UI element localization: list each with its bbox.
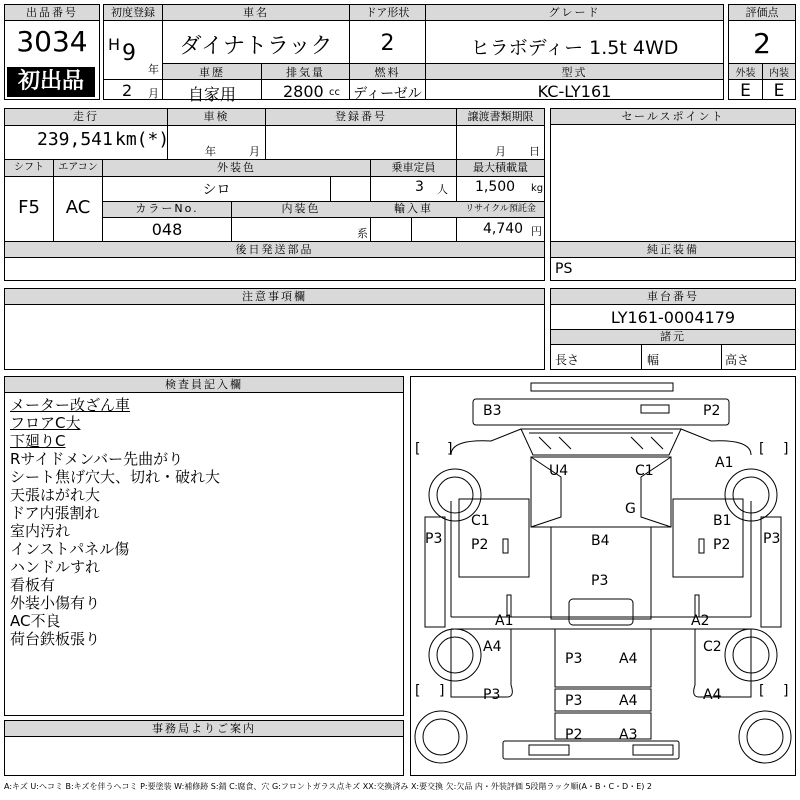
fuel-label: 燃料 — [350, 64, 425, 80]
displacement-unit: cc — [329, 87, 340, 98]
remark-item: ドア内張割れ — [10, 504, 100, 522]
damage-mark-left-rear-fender: A4 — [483, 639, 502, 655]
displacement: 2800 — [283, 82, 324, 101]
damage-mark-rear-bumper-right: A3 — [619, 727, 638, 743]
damage-mark-windshield: G — [625, 501, 636, 517]
import-label: 輸入車 — [394, 202, 433, 215]
ext-color: シロ — [202, 182, 231, 198]
reg-no-label: 登録番号 — [335, 110, 387, 123]
inspector-remarks-box — [4, 376, 404, 716]
right-bracket-upper-close: ] — [783, 441, 789, 457]
first-listing-badge: 初出品 — [7, 67, 95, 97]
max-load-label: 最大積載量 — [473, 161, 528, 174]
height-label: 高さ — [725, 353, 750, 367]
history: 自家用 — [187, 85, 236, 104]
lot-number-box — [4, 4, 100, 100]
color-no: 048 — [151, 220, 183, 239]
damage-mark-right-side: P3 — [763, 531, 781, 547]
inspection-label: 車検 — [203, 110, 230, 123]
doors: 2 — [380, 31, 395, 56]
vehicle-condition-diagram — [410, 376, 796, 776]
max-load: 1,500 — [475, 179, 516, 195]
damage-mark-bed-right: A4 — [619, 651, 638, 667]
remark-item: AC不良 — [10, 612, 61, 630]
car-name-label: 車名 — [163, 5, 349, 21]
damage-mark-center: P3 — [591, 573, 609, 589]
later-parts-box — [4, 241, 545, 281]
doors-box — [350, 4, 426, 100]
model: KC-LY161 — [537, 82, 612, 101]
inspection-year-unit: 年 — [205, 145, 216, 158]
right-bracket-upper: [ — [759, 441, 765, 457]
remark-item: メーター改ざん車 — [10, 396, 131, 414]
damage-mark-tailgate-left: P3 — [565, 693, 583, 709]
damage-mark-right-door-upper: B1 — [713, 513, 732, 529]
length-label: 長さ — [555, 353, 580, 367]
first-reg-year: 9 — [122, 41, 136, 66]
remark-item: インストパネル傷 — [10, 540, 130, 558]
recycle-fee: 4,740 — [483, 221, 524, 237]
damage-mark-frame-left: A1 — [495, 613, 514, 629]
fuel: ディーゼル — [353, 86, 422, 102]
damage-mark-floor: B4 — [591, 533, 610, 549]
damage-mark-cab-right: C1 — [635, 463, 654, 479]
damage-mark-right-rear-fender: C2 — [703, 639, 722, 655]
ac: AC — [65, 197, 91, 218]
transfer-doc-label: 譲渡書類期限 — [467, 110, 534, 123]
sales-point-label: セールスポイント — [551, 109, 795, 125]
transfer-month-unit: 月 — [495, 145, 506, 158]
transfer-day-unit: 日 — [529, 145, 540, 158]
grade-label: グレード — [426, 5, 723, 21]
model-label: 型式 — [426, 64, 723, 80]
damage-mark-left-side: P3 — [425, 531, 443, 547]
era-label: H — [108, 35, 121, 54]
grade: ヒラボディー 1.5t 4WD — [470, 37, 679, 59]
right-bracket-lower-close: ] — [783, 683, 789, 699]
capacity-unit: 人 — [437, 183, 448, 196]
int-color-label: 内装色 — [281, 202, 321, 215]
int-color-unit: 系 — [357, 227, 368, 240]
first-reg-label: 初度登録 — [104, 5, 162, 21]
damage-mark-rear-bumper-left: P2 — [565, 727, 583, 743]
displacement-label: 排気量 — [262, 64, 349, 80]
sales-point-box — [550, 108, 796, 242]
width-label: 幅 — [647, 353, 660, 367]
damage-mark-left-door: P2 — [471, 537, 489, 553]
notes-label: 注意事項欄 — [5, 289, 544, 305]
damage-mark-cab-left: U4 — [549, 463, 569, 479]
car-name: ダイナトラック — [179, 34, 333, 59]
left-bracket-upper: [ — [415, 441, 421, 457]
doors-label: ドア形状 — [350, 5, 425, 21]
damage-mark-frame-right: A2 — [691, 613, 710, 629]
remark-item: 外装小傷有り — [10, 594, 101, 612]
car-name-box — [163, 4, 350, 104]
year-unit: 年 — [148, 63, 159, 76]
inspection-month-unit: 月 — [249, 145, 260, 158]
damage-mark-right-rear: A4 — [703, 687, 722, 703]
remark-item: 室内汚れ — [10, 522, 71, 540]
month-unit: 月 — [148, 87, 159, 100]
damage-mark-tailgate-right: A4 — [619, 693, 638, 709]
chassis-number: LY161-0004179 — [610, 308, 736, 327]
damage-mark-right-door: P2 — [713, 537, 731, 553]
first-registration-box — [103, 4, 163, 100]
remark-item: Rサイドメンバー先曲がり — [10, 450, 184, 468]
remark-item: 看板有 — [10, 576, 56, 594]
office-info-label: 事務局よりご案内 — [5, 721, 403, 737]
dims-label: 諸元 — [551, 330, 795, 345]
genuine-equipment: PS — [555, 261, 573, 277]
remark-item: シート焦げ穴大、切れ・破れ大 — [10, 468, 221, 486]
capacity: 3 — [415, 179, 424, 195]
ext-grade: E — [740, 81, 751, 101]
mileage-unit: km(*) — [115, 129, 170, 150]
shift: F5 — [18, 197, 40, 218]
shift-label: シフト — [14, 162, 44, 173]
int-grade-label: 内装 — [763, 64, 795, 80]
capacity-label: 乗車定員 — [391, 161, 436, 174]
later-parts-label: 後日発送部品 — [5, 242, 544, 258]
remark-item: ハンドルすれ — [10, 558, 101, 576]
score: 2 — [753, 27, 771, 60]
remark-item: フロアC大 — [10, 414, 81, 432]
grade-box — [426, 4, 724, 100]
score-box — [728, 4, 796, 100]
score-label: 評価点 — [729, 5, 795, 21]
ext-color-label: 外装色 — [217, 161, 256, 174]
damage-mark-front-right: P2 — [703, 403, 721, 419]
recycle-unit: 円 — [531, 225, 542, 238]
remark-item: 荷台鉄板張り — [10, 630, 101, 648]
left-bracket-lower: [ — [415, 683, 421, 699]
mileage: 239,541 — [37, 129, 113, 150]
damage-mark-right-fender: A1 — [715, 455, 734, 471]
left-bracket-upper-close: ] — [447, 441, 453, 457]
lot-number: 3034 — [16, 25, 88, 58]
chassis-label: 車台番号 — [551, 289, 795, 305]
remark-item: 天張はがれ大 — [10, 486, 101, 504]
color-no-label: カラーNo. — [135, 202, 199, 215]
int-grade: E — [773, 81, 785, 101]
mileage-label: 走行 — [73, 110, 99, 123]
inspector-remarks-label: 検査員記入欄 — [5, 377, 403, 393]
notes-box — [4, 288, 545, 370]
damage-mark-left-door-upper: C1 — [471, 513, 490, 529]
ac-label: エアコン — [58, 162, 98, 173]
first-reg-month: 2 — [122, 81, 133, 100]
left-bracket-lower-close: ] — [439, 683, 445, 699]
remark-item: 下廻りC — [10, 432, 66, 450]
damage-code-legend: A:キズ U:ヘコミ B:キズを伴うヘコミ P:要塗装 W:補修跡 S:錆 C:腐食、穴 G:フロントガラス点キズ XX:交換済み X:要交換 欠:欠品 内・外装評価 5段階ラック順(A・B・C・D・E) 2 — [4, 782, 653, 791]
damage-mark-bed-left: P3 — [565, 651, 583, 667]
chassis-box — [550, 288, 796, 370]
ext-grade-label: 外装 — [729, 64, 762, 80]
lot-number-label: 出品番号 — [5, 5, 99, 21]
genuine-equipment-label: 純正装備 — [551, 242, 795, 258]
right-bracket-lower: [ — [759, 683, 765, 699]
genuine-equipment-box — [550, 241, 796, 281]
max-load-unit: kg — [531, 183, 544, 194]
office-info-box — [4, 720, 404, 776]
damage-mark-left-rear: P3 — [483, 687, 501, 703]
inspector-remarks-list — [10, 396, 400, 648]
history-label: 車歴 — [163, 64, 261, 80]
damage-mark-front-left: B3 — [483, 403, 502, 419]
recycle-label: リサイクル預託金 — [465, 204, 536, 214]
details-box — [4, 108, 545, 242]
